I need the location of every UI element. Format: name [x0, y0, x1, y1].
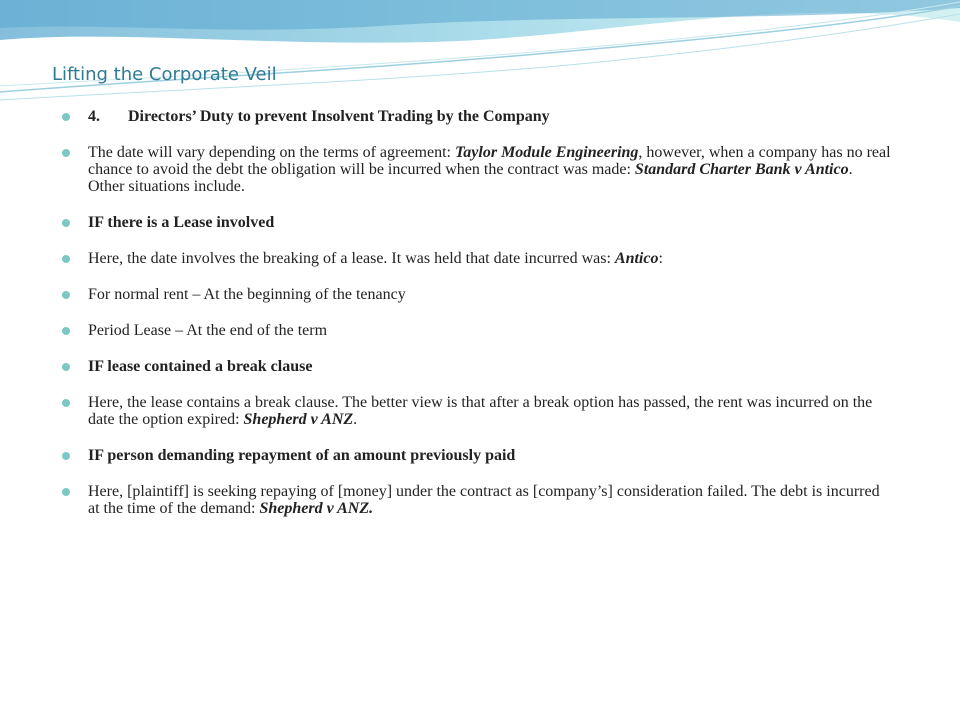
section-heading: Directors’ Duty to prevent Insolvent Trading by the Company [128, 108, 550, 125]
case-citation: Standard Charter Bank v Antico [634, 161, 849, 178]
paragraph-text: , however, when a company has no real chance to avoid the debt the obligation will be incurred when the contract was made: [88, 144, 891, 178]
case-citation: Shepherd v ANZ. [259, 500, 374, 517]
bullet-icon [62, 113, 70, 121]
bullet-icon [62, 399, 70, 407]
paragraph-text: Here, the date involves the breaking of a lease. It was held that date incurred was: [88, 250, 615, 267]
case-citation: Antico [614, 250, 659, 267]
paragraph-text: Here, [plaintiff] is seeking repaying of [money] under the contract as [company’s] consideration failed. The debt is incurred at the time of the demand: [88, 483, 880, 517]
section-number: 4. [88, 108, 100, 125]
list-item [62, 214, 892, 231]
bullet-icon [62, 149, 70, 157]
bullet-icon [62, 363, 70, 371]
paragraph-text: The date will vary depending on the terms of agreement: [88, 144, 455, 161]
list-item [62, 286, 892, 303]
list-item [62, 394, 892, 428]
content-list [62, 108, 892, 536]
list-item [62, 447, 892, 464]
paragraph-text: Here, the lease contains a break clause. The better view is that after a break option has passed, the rent was incurred on the date the option expired: [88, 394, 873, 428]
slide-title: Lifting the Corporate Veil [52, 64, 277, 85]
list-item [62, 358, 892, 375]
paragraph-text: Period Lease – At the end of the term [88, 322, 328, 339]
list-item [62, 322, 892, 339]
paragraph-text: : [658, 250, 663, 267]
subheading: IF person demanding repayment of an amount previously paid [88, 447, 516, 464]
subheading: IF there is a Lease involved [88, 214, 275, 231]
list-item [62, 250, 892, 267]
list-item [62, 108, 892, 125]
bullet-icon [62, 291, 70, 299]
case-citation: Shepherd v ANZ [243, 411, 354, 428]
bullet-icon [62, 255, 70, 263]
list-item [62, 144, 892, 195]
subheading: IF lease contained a break clause [88, 358, 313, 375]
paragraph-text: For normal rent – At the beginning of the tenancy [88, 286, 406, 303]
case-citation: Taylor Module Engineering [454, 144, 639, 161]
paragraph-text: . Other situations include. [88, 161, 853, 195]
bullet-icon [62, 452, 70, 460]
bullet-icon [62, 488, 70, 496]
bullet-icon [62, 327, 70, 335]
bullet-icon [62, 219, 70, 227]
paragraph-text: . [353, 411, 358, 428]
list-item [62, 483, 892, 517]
